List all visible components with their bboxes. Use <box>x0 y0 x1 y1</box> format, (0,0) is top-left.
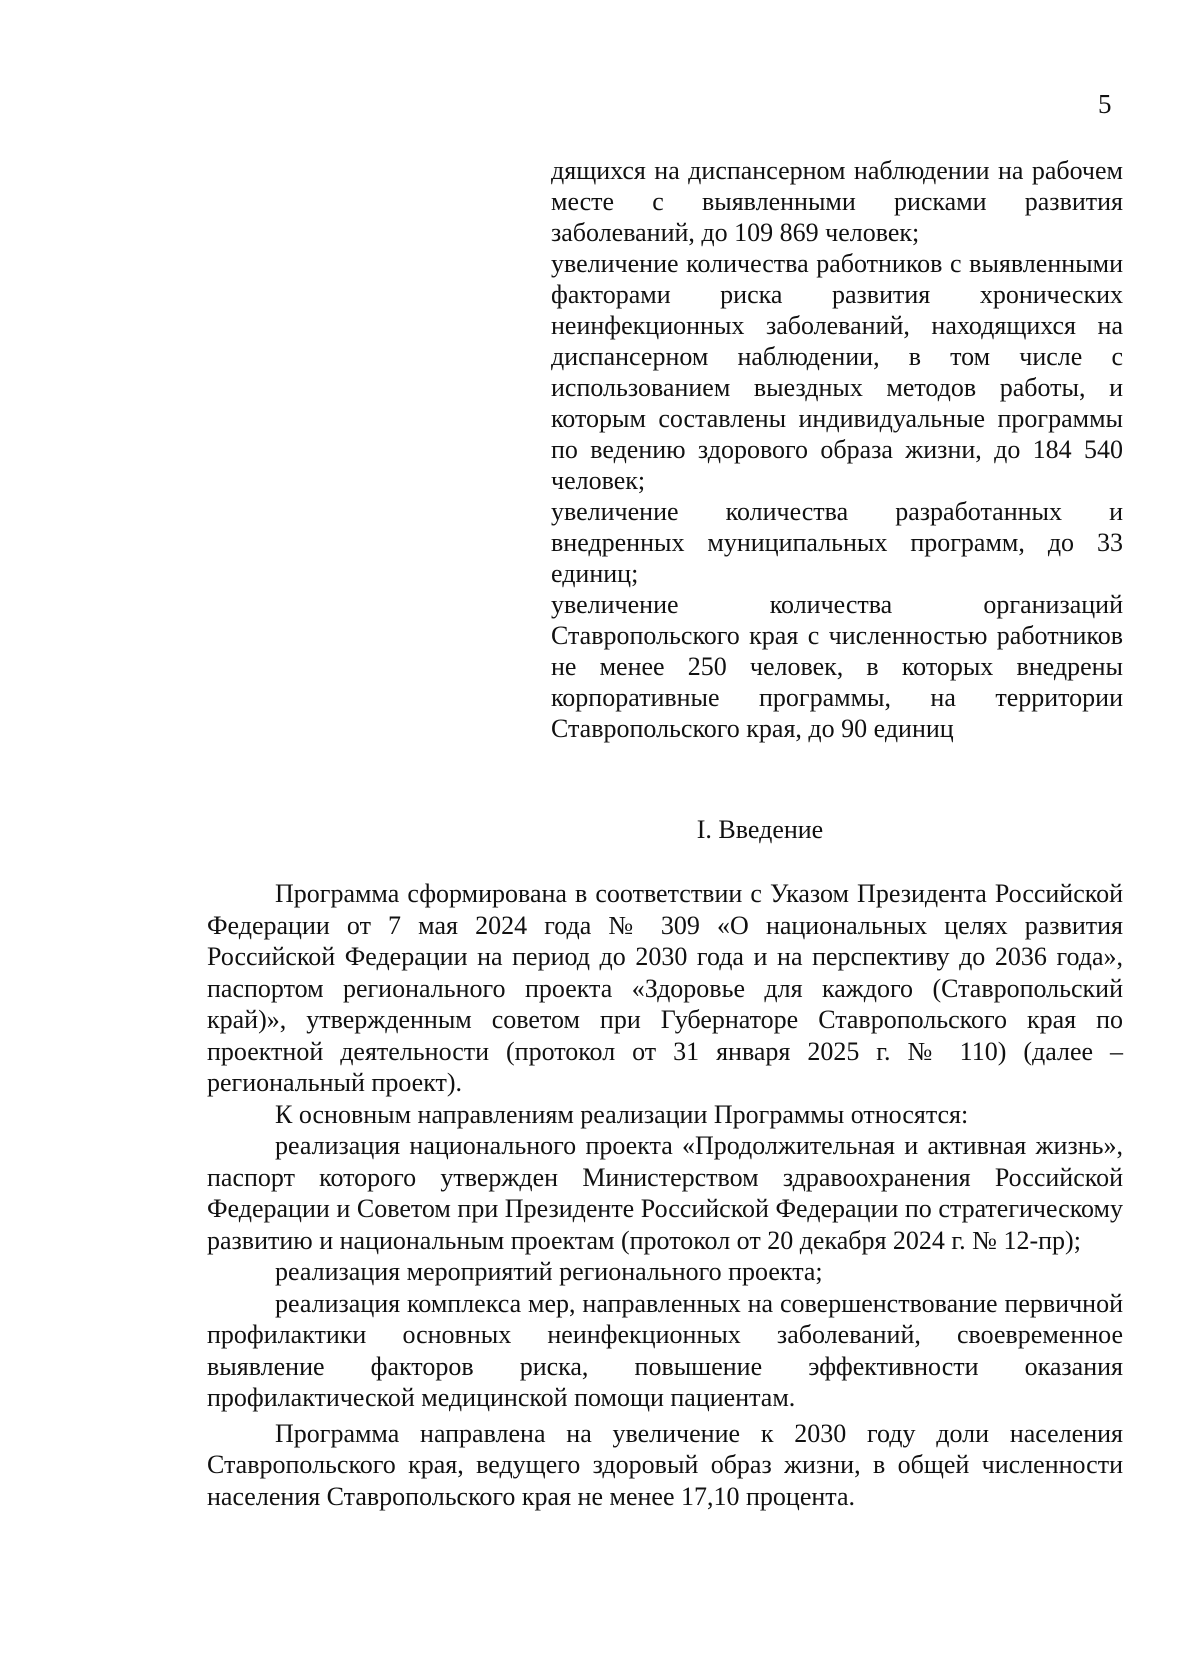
list-item: увеличение количества разработанных и внедренных муниципальных программ, до 33 единиц; <box>551 497 1123 588</box>
paragraph: реализация мероприятий регионального проекта; <box>275 1257 823 1286</box>
paragraph: К основным направлениям реализации Программы относятся: <box>275 1099 969 1129</box>
target-indicators-list <box>551 155 1123 744</box>
list-item: увеличение количества организаций Ставропольского края с численностью работников не менее 250 человек, в которых внедрены корпоративные программы, на территории Ставропольского края, до 90 единиц <box>551 590 1123 743</box>
list-item: дящихся на диспансерном наблюдении на рабочем месте с выявленными рисками развития заболеваний, до 109 869 человек; <box>551 156 1123 247</box>
page-number: 5 <box>1098 89 1112 119</box>
list-item: увеличение количества работников с выявленными факторами риска развития хронических неинфекционных заболеваний, находящихся на диспансерном наблюдении, в том числе с использованием выездных методов работы, и которым составлены индивидуальные программы по ведению здорового образа жизни, до 184 540 человек; <box>551 249 1123 495</box>
section-heading: I. Введение <box>696 815 824 844</box>
paragraph: Программа сформирована в соответствии с Указом Президента Российской Федерации от 7 мая 2024 года № 309 «О национальных целях развития Российской Федерации на период до 2030 года и на перспективу до 2036 года», паспортом регионального проекта «Здоровье для каждого (Ставропольский край)», утвержденным советом при Губернаторе Ставропольского края по проектной деятельности (протокол от 31 января 2025 г. № 110) (далее – региональный проект). <box>207 879 1123 1097</box>
paragraph: реализация национального проекта «Продолжительная и активная жизнь», паспорт которого утвержден Министерством здравоохранения Российской Федерации и Советом при Президенте Российской Федерации по стратегическому развитию и национальным проектам (протокол от 20 декабря 2024 г. № 12-пр); <box>207 1131 1123 1255</box>
paragraph: Программа направлена на увеличение к 2030 году доли населения Ставропольского края, ведущего здоровый образ жизни, в общей численности населения Ставропольского края не менее 17,10 процента. <box>207 1418 1123 1511</box>
section-body <box>207 878 1123 1512</box>
paragraph: реализация комплекса мер, направленных на совершенствование первичной профилактики основных неинфекционных заболеваний, своевременное выявление факторов риска, повышение эффективности оказания профилактической медицинской помощи пациентам. <box>207 1288 1123 1412</box>
